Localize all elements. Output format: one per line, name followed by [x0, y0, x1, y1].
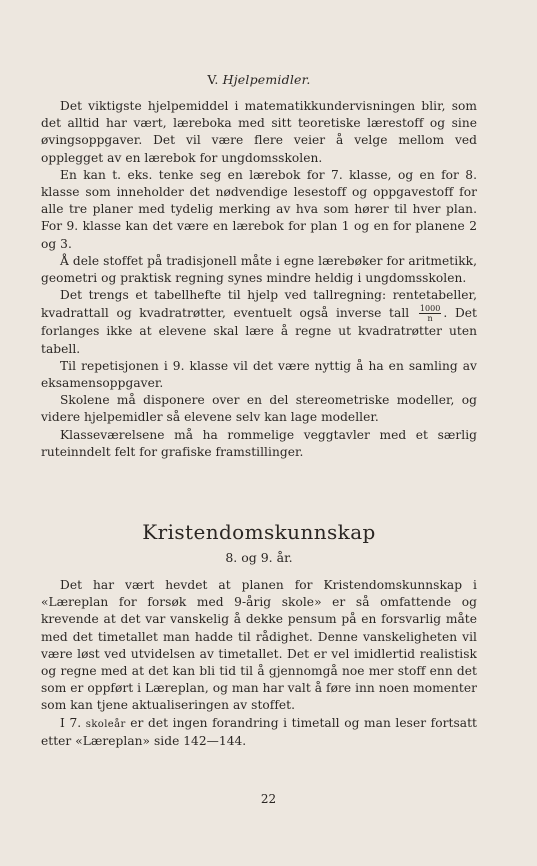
paragraph-text: er det ingen forandring i timetall og man leser fortsatt etter «Læreplan» side 142—144.: [41, 715, 477, 748]
section-title: Hjelpemidler.: [222, 72, 311, 87]
paragraph: Skolene må disponere over en del stereometriske modeller, og videre hjelpemidler så elevene selv kan lage modeller.: [41, 393, 477, 425]
page-number: 22: [260, 792, 277, 806]
paragraph: Klasseværelsene må ha rommelige veggtavler med et særlig ruteinndelt felt for grafiske framstillinger.: [41, 427, 477, 459]
paragraph-text: Det trengs et tabellhefte til hjelp ved tallregning: rentetabeller, kvadrattall og kvadratrøtter, eventuelt også inverse tall: [41, 288, 477, 321]
fraction-numerator: 1000: [419, 304, 441, 314]
section-heading: [41, 71, 477, 89]
chapter-heading: Kristendomskunnskap: [142, 520, 376, 545]
paragraph: Å dele stoffet på tradisjonell måte i egne lærebøker for aritmetikk, geometri og praktisk regning synes mindre heldig i ungdomsskolen.: [41, 253, 477, 286]
paragraph: Det har vært hevdet at planen for Kristendomskunnskap i «Læreplan for forsøk med 9-årig skole» er så omfattende og krevende at det var vanskelig å dekke pensum på en forsvarlig måte med det timetallet man hadde til rådighet. Denne vanskeligheten vil være løst ved utvidelsen av timetallet. Det er vel imidlertid realistisk og regne med at det kan bli tid til å gjennomgå noe mer stoff enn det som er oppført i Læreplan, og man har valt å føre inn noen momenter som kan tjene aktualiseringen av stoffet.: [41, 578, 477, 713]
paragraph: [41, 715, 477, 750]
paragraph: En kan t. eks. tenke seg en lærebok for 7. klasse, og en for 8. klasse som inneholder det nødvendige lesestoff og oppgavestoff for alle tre planer med tydelig merking av hva som hører til hver plan. For 9. klasse kan det være en lærebok for plan 1 og en for planene 2 og 3.: [41, 167, 477, 251]
section-number: V.: [207, 72, 219, 87]
paragraph: Det viktigste hjelpemiddel i matematikkundervisningen blir, som det alltid har vært, læreboka med sitt teoretiske lærestoff og sine øvingsoppgaver. Det vil være flere veier å velge mellom ved opplegget av en lærebok for ungdomsskolen.: [41, 99, 477, 165]
smallcaps-word: skoleår: [85, 718, 126, 730]
chapter-subheading: 8. og 9. år.: [225, 550, 293, 566]
paragraph: Til repetisjonen i 9. klasse vil det være nyttig å ha en samling av eksamensoppgaver.: [41, 358, 477, 391]
paragraph-text: . Det forlanges ikke at elevene skal lære å regne ut kvadratrøtter uten tabell.: [41, 306, 477, 356]
fraction: [419, 304, 442, 323]
fraction-denominator: n: [427, 314, 433, 324]
paragraph-text: I 7.: [60, 715, 82, 730]
paragraph-with-fraction: [41, 287, 477, 358]
